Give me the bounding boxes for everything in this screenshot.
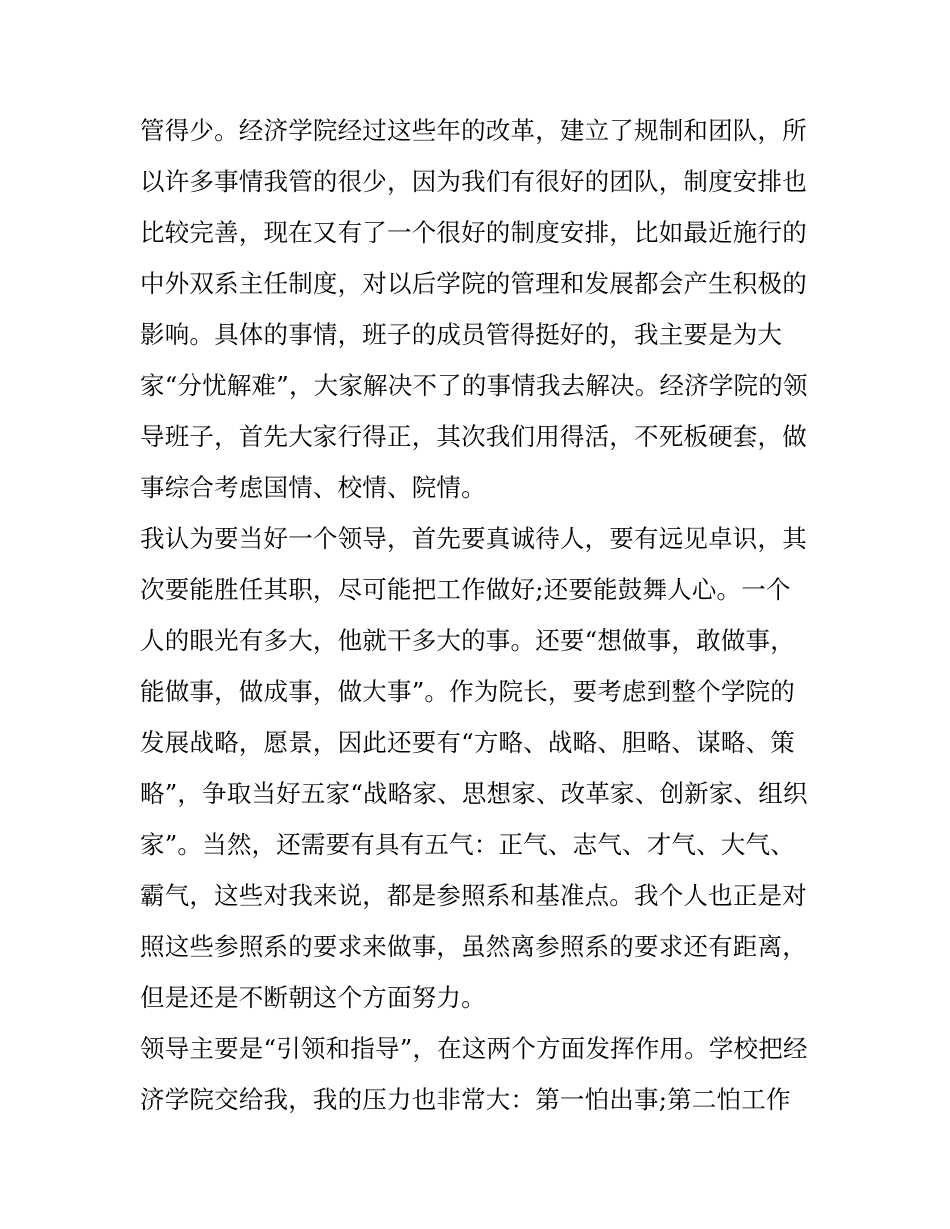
text-line: 济学院交给我，我的压力也非常大：第一怕出事;第二怕工作 <box>140 1085 791 1114</box>
text-line: 我认为要当好一个领导，首先要真诚待人，要有远见卓识，其 <box>140 524 807 553</box>
text-line: 中外双系主任制度，对以后学院的管理和发展都会产生积极的 <box>140 269 807 298</box>
text-line: 事综合考虑国情、校情、院情。 <box>140 473 486 502</box>
text-line: 次要能胜任其职，尽可能把工作做好;还要能鼓舞人心。一个 <box>140 575 791 604</box>
text-line: 管得少。经济学院经过这些年的改革，建立了规制和团队，所 <box>140 116 807 145</box>
text-line: 导班子，首先大家行得正，其次我们用得活，不死板硬套，做 <box>140 422 807 451</box>
text-line: 人的眼光有多大，他就干多大的事。还要“想做事，敢做事， <box>140 626 795 655</box>
text-line: 以许多事情我管的很少，因为我们有很好的团队，制度安排也 <box>140 167 807 196</box>
body-text <box>140 105 820 1125</box>
text-line: 领导主要是“引领和指导”，在这两个方面发挥作用。学校把经 <box>140 1034 808 1063</box>
text-line: 照这些参照系的要求来做事，虽然离参照系的要求还有距离， <box>140 932 807 961</box>
text-line: 霸气，这些对我来说，都是参照系和基准点。我个人也正是对 <box>140 881 807 910</box>
text-line: 但是还是不断朝这个方面努力。 <box>140 983 486 1012</box>
text-line: 略”，争取当好五家“战略家、思想家、改革家、创新家、组织 <box>140 779 808 808</box>
text-line: 家“分忧解难”，大家解决不了的事情我去解决。经济学院的领 <box>140 371 808 400</box>
text-line: 比较完善，现在又有了一个很好的制度安排，比如最近施行的 <box>140 218 807 247</box>
text-line: 能做事，做成事，做大事”。作为院长，要考虑到整个学院的 <box>140 677 795 706</box>
text-line: 发展战略，愿景，因此还要有“方略、战略、胆略、谋略、策 <box>140 728 795 757</box>
text-line: 影响。具体的事情，班子的成员管得挺好的，我主要是为大 <box>140 320 783 349</box>
text-line: 家”。当然，还需要有具有五气：正气、志气、才气、大气、 <box>140 830 795 859</box>
